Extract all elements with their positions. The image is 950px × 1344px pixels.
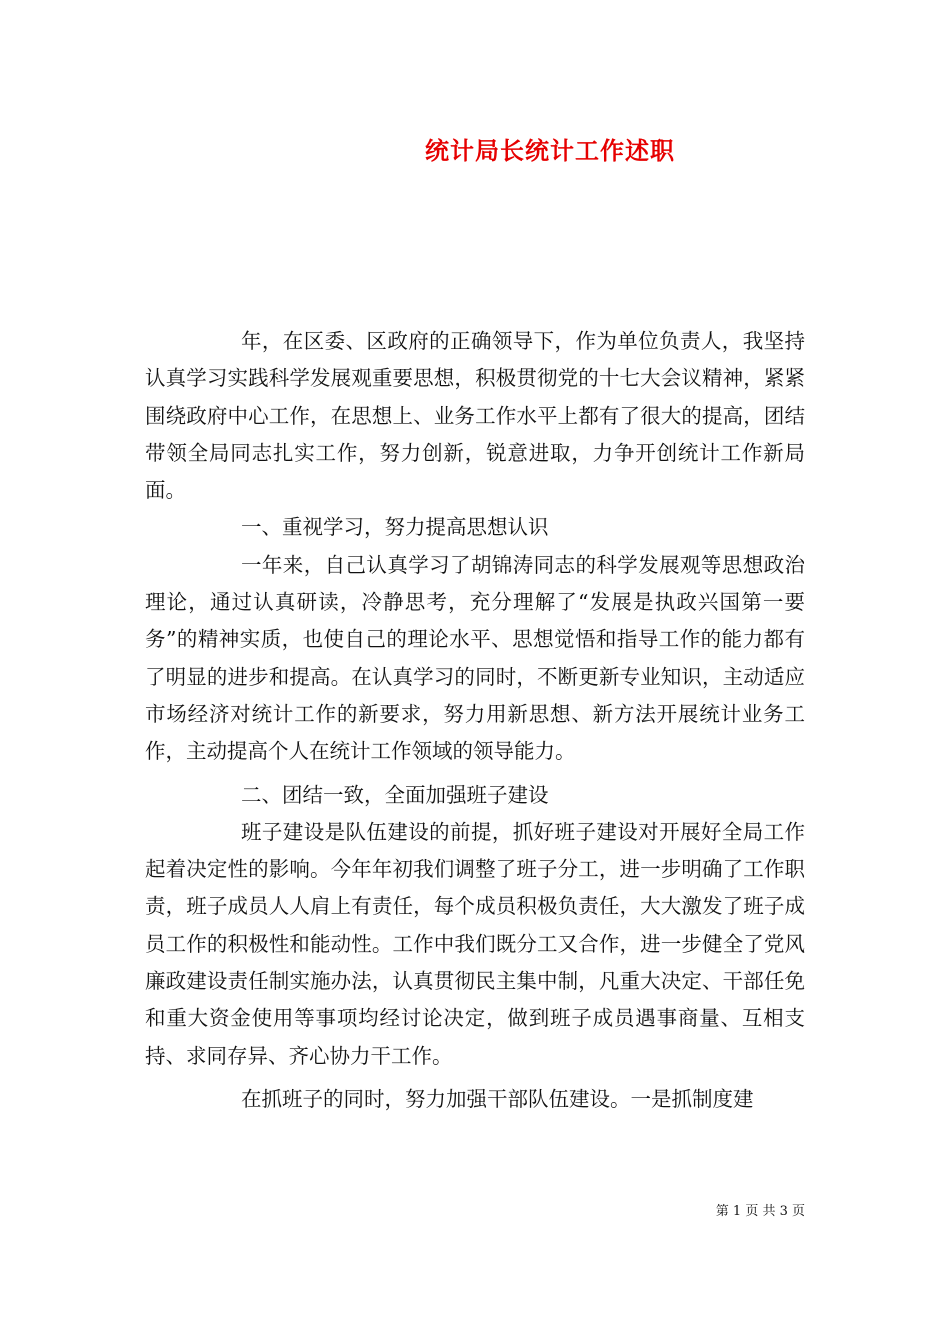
- paragraph-cadre-building: 在抓班子的同时，努力加强干部队伍建设。一是抓制度建: [241, 1086, 754, 1111]
- page-number: 第 1 页 共 3 页: [715, 1204, 805, 1219]
- section-heading-2: 二、团结一致，全面加强班子建设: [241, 782, 549, 807]
- paragraph-intro: 年，在区委、区政府的正确领导下，作为单位负责人，我坚持认真学习实践科学发展观重要思想，积极贯彻党的十七大会议精神，紧紧围绕政府中心工作，在思想上、业务工作水平上都有了很大的提高，团结带领全局同志扎实工作，努力创新，锐意进取，力争开创统计工作新局面。: [145, 329, 805, 503]
- section-heading-1: 一、重视学习，努力提高思想认识: [241, 515, 549, 540]
- paragraph-team-building: 班子建设是队伍建设的前提，抓好班子建设对开展好全局工作起着决定性的影响。今年年初我们调整了班子分工，进一步明确了工作职责，班子成员人人肩上有责任，每个成员积极负责任，大大激发了班子成员工作的积极性和能动性。工作中我们既分工又合作，进一步健全了党风廉政建设责任制实施办法，认真贯彻民主集中制，凡重大决定、干部任免和重大资金使用等事项均经讨论决定，做到班子成员遇事商量、互相支持、求同存异、齐心协力干工作。: [145, 819, 805, 1068]
- document-body: [145, 323, 805, 1118]
- document-title: 统计局长统计工作述职: [425, 136, 675, 165]
- paragraph-study: 一年来，自己认真学习了胡锦涛同志的科学发展观等思想政治理论，通过认真研读，冷静思考，充分理解了“发展是执政兴国第一要务”的精神实质，也使自己的理论水平、思想觉悟和指导工作的能力都有了明显的进步和提高。在认真学习的同时，不断更新专业知识，主动适应市场经济对统计工作的新要求，努力用新思想、新方法开展统计业务工作，主动提高个人在统计工作领域的领导能力。: [145, 552, 805, 764]
